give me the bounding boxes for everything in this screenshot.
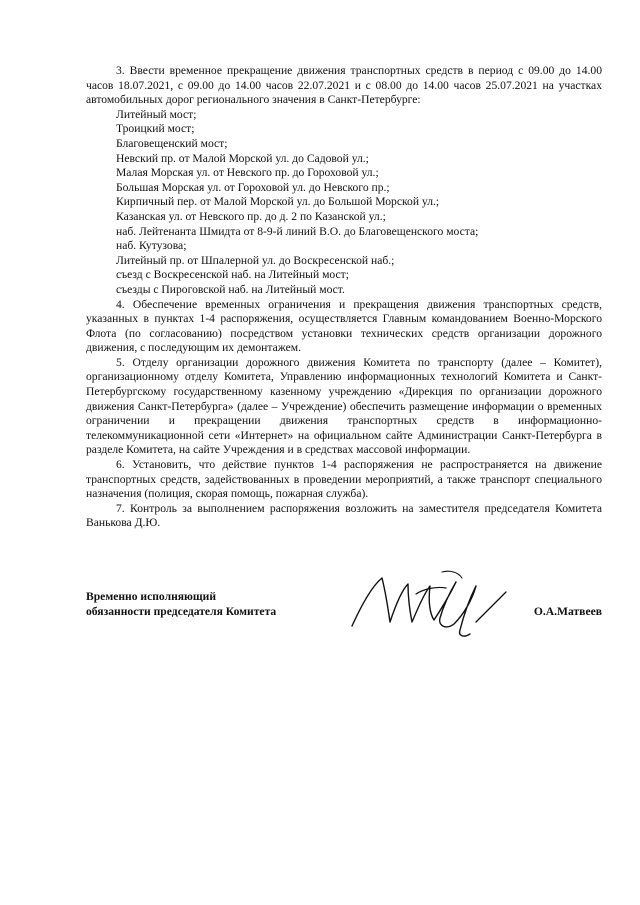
paragraph-7: 7. Контроль за выполнением распоряжения возложить на заместителя председателя Комитета Ванькова Д.Ю.: [86, 501, 602, 530]
list-item: Малая Морская ул. от Невского пр. до Гороховой ул.;: [116, 166, 379, 180]
list-item: Благовещенский мост;: [116, 136, 228, 150]
list-item: наб. Лейтенанта Шмидта от 8-9-й линий В.О. до Благовещенского моста;: [116, 224, 479, 238]
signature-block: [86, 590, 602, 650]
signatory-title-line-1: Временно исполняющий: [86, 590, 217, 603]
list-item: съезды с Пироговской наб. на Литейный мост.: [116, 282, 345, 296]
paragraph-6: 6. Установить, что действие пунктов 1-4 распоряжения не распространяется на движение транспортных средств, задействованных в проведении мероприятий, а также транспорт специального назначения (полиция, скорая помощь, пожарная служба).: [86, 458, 602, 501]
handwritten-signature-icon: [346, 564, 516, 644]
list-item: Кирпичный пер. от Малой Морской ул. до Большой Морской ул.;: [116, 195, 440, 209]
signatory-name: О.А.Матвеев: [533, 604, 602, 618]
paragraph-3: 3. Ввести временное прекращение движения транспортных средств в период с 09.00 до 14.00 часов 18.07.2021, с 09.00 до 14.00 часов 22.07.2021 и с 08.00 до 14.00 часов 25.07.2021 на участках автомобильных дорог регионального значения в Санкт-Петербурге:: [86, 64, 602, 107]
list-item: Троицкий мост;: [116, 122, 195, 136]
list-item: Большая Морская ул. от Гороховой ул. до Невского пр.;: [116, 180, 390, 194]
paragraph-5: 5. Отделу организации дорожного движения Комитета по транспорту (далее – Комитет), организационному отделу Комитета, Управлению информационных технологий Комитета и Санкт-Петербургскому государственному казенному учреждению «Дирекция по организации дорожного движения Санкт-Петербурга» (далее – Учреждение) обеспечить размещение информации о временных ограничении и прекращении движения транспортных средств в информационно-телекоммуникационной сети «Интернет» на официальном сайте Администрации Санкт-Петербурга в разделе Комитета, на сайте Учреждения и в средствах массовой информации.: [86, 355, 602, 457]
signatory-title-line-2: обязанности председателя Комитета: [86, 604, 277, 618]
signatory-title: [86, 590, 276, 619]
list-item: Невский пр. от Малой Морской ул. до Садовой ул.;: [116, 151, 369, 165]
road-sections-list: [86, 108, 602, 298]
document-body: [86, 64, 602, 531]
paragraph-4: 4. Обеспечение временных ограничения и прекращения движения транспортных средств, указанных в пунктах 1-4 распоряжения, осуществляется Главным командованием Военно-Морского Флота (по согласованию) посредством установки технических средств организации дорожного движения, с последующим их демонтажем.: [86, 297, 602, 355]
list-item: Литейный мост;: [116, 107, 197, 121]
list-item: наб. Кутузова;: [116, 239, 187, 253]
list-item: Казанская ул. от Невского пр. до д. 2 по Казанской ул.;: [116, 209, 386, 223]
list-item: Литейный пр. от Шпалерной ул. до Воскресенской наб.;: [116, 253, 395, 267]
list-item: съезд с Воскресенской наб. на Литейный мост;: [116, 268, 349, 282]
